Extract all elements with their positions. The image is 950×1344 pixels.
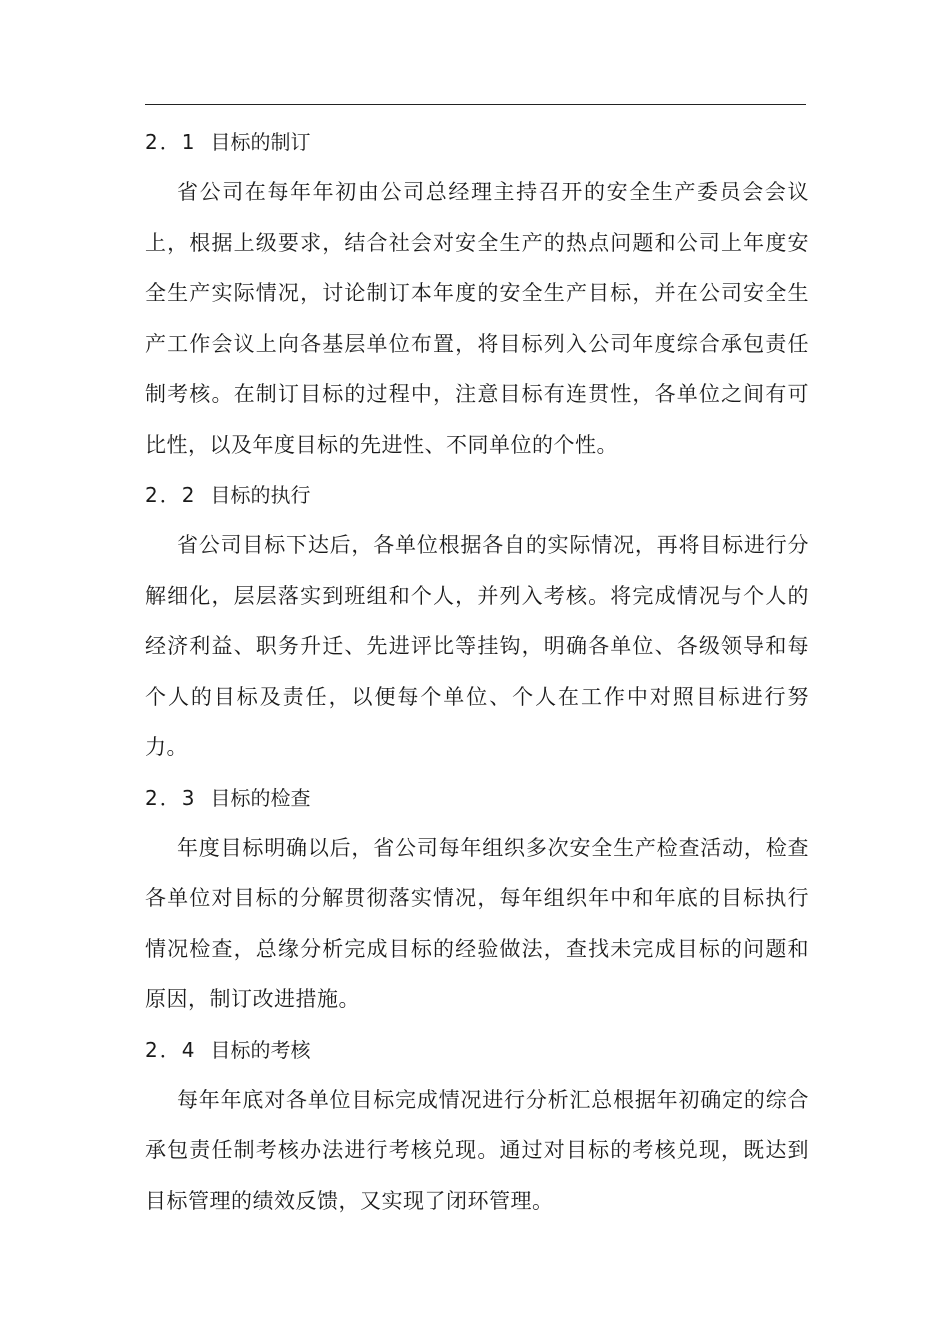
section-title: 目标的考核 [210, 1037, 311, 1062]
section-number: 2．1 [145, 130, 197, 154]
section-heading [145, 470, 809, 520]
section-heading [145, 1025, 809, 1075]
section-2-4 [145, 1025, 809, 1227]
section-2-1 [145, 117, 809, 470]
section-2-2 [145, 470, 809, 773]
section-paragraph: 省公司目标下达后，各单位根据各自的实际情况，再将目标进行分解细化，层层落实到班组和个人，并列入考核。将完成情况与个人的经济利益、职务升迁、先进评比等挂钩，明确各单位、各级领导和每个人的目标及责任，以便每个单位、个人在工作中对照目标进行努力。 [145, 533, 809, 759]
section-title: 目标的检查 [210, 785, 311, 810]
section-heading [145, 773, 809, 823]
section-number: 2．4 [145, 1037, 197, 1062]
section-title: 目标的制订 [210, 130, 311, 154]
section-number: 2．3 [145, 785, 197, 810]
section-heading [145, 117, 809, 167]
section-2-3 [145, 773, 809, 1025]
document-body [145, 117, 809, 1226]
section-title: 目标的执行 [210, 483, 311, 507]
header-rule [145, 104, 806, 105]
section-paragraph: 省公司在每年年初由公司总经理主持召开的安全生产委员会会议上，根据上级要求，结合社会对安全生产的热点问题和公司上年度安全生产实际情况，讨论制订本年度的安全生产目标，并在公司安全生产工作会议上向各基层单位布置，将目标列入公司年度综合承包责任制考核。在制订目标的过程中，注意目标有连贯性，各单位之间有可比性，以及年度目标的先进性、不同单位的个性。 [145, 180, 809, 457]
section-paragraph: 年度目标明确以后，省公司每年组织多次安全生产检查活动，检查各单位对目标的分解贯彻落实情况，每年组织年中和年底的目标执行情况检查，总缘分析完成目标的经验做法，查找未完成目标的问题和原因，制订改进措施。 [145, 835, 809, 1011]
section-number: 2．2 [145, 483, 197, 507]
section-paragraph: 每年年底对各单位目标完成情况进行分析汇总根据年初确定的综合承包责任制考核办法进行考核兑现。通过对目标的考核兑现，既达到目标管理的绩效反馈，又实现了闭环管理。 [145, 1087, 809, 1213]
